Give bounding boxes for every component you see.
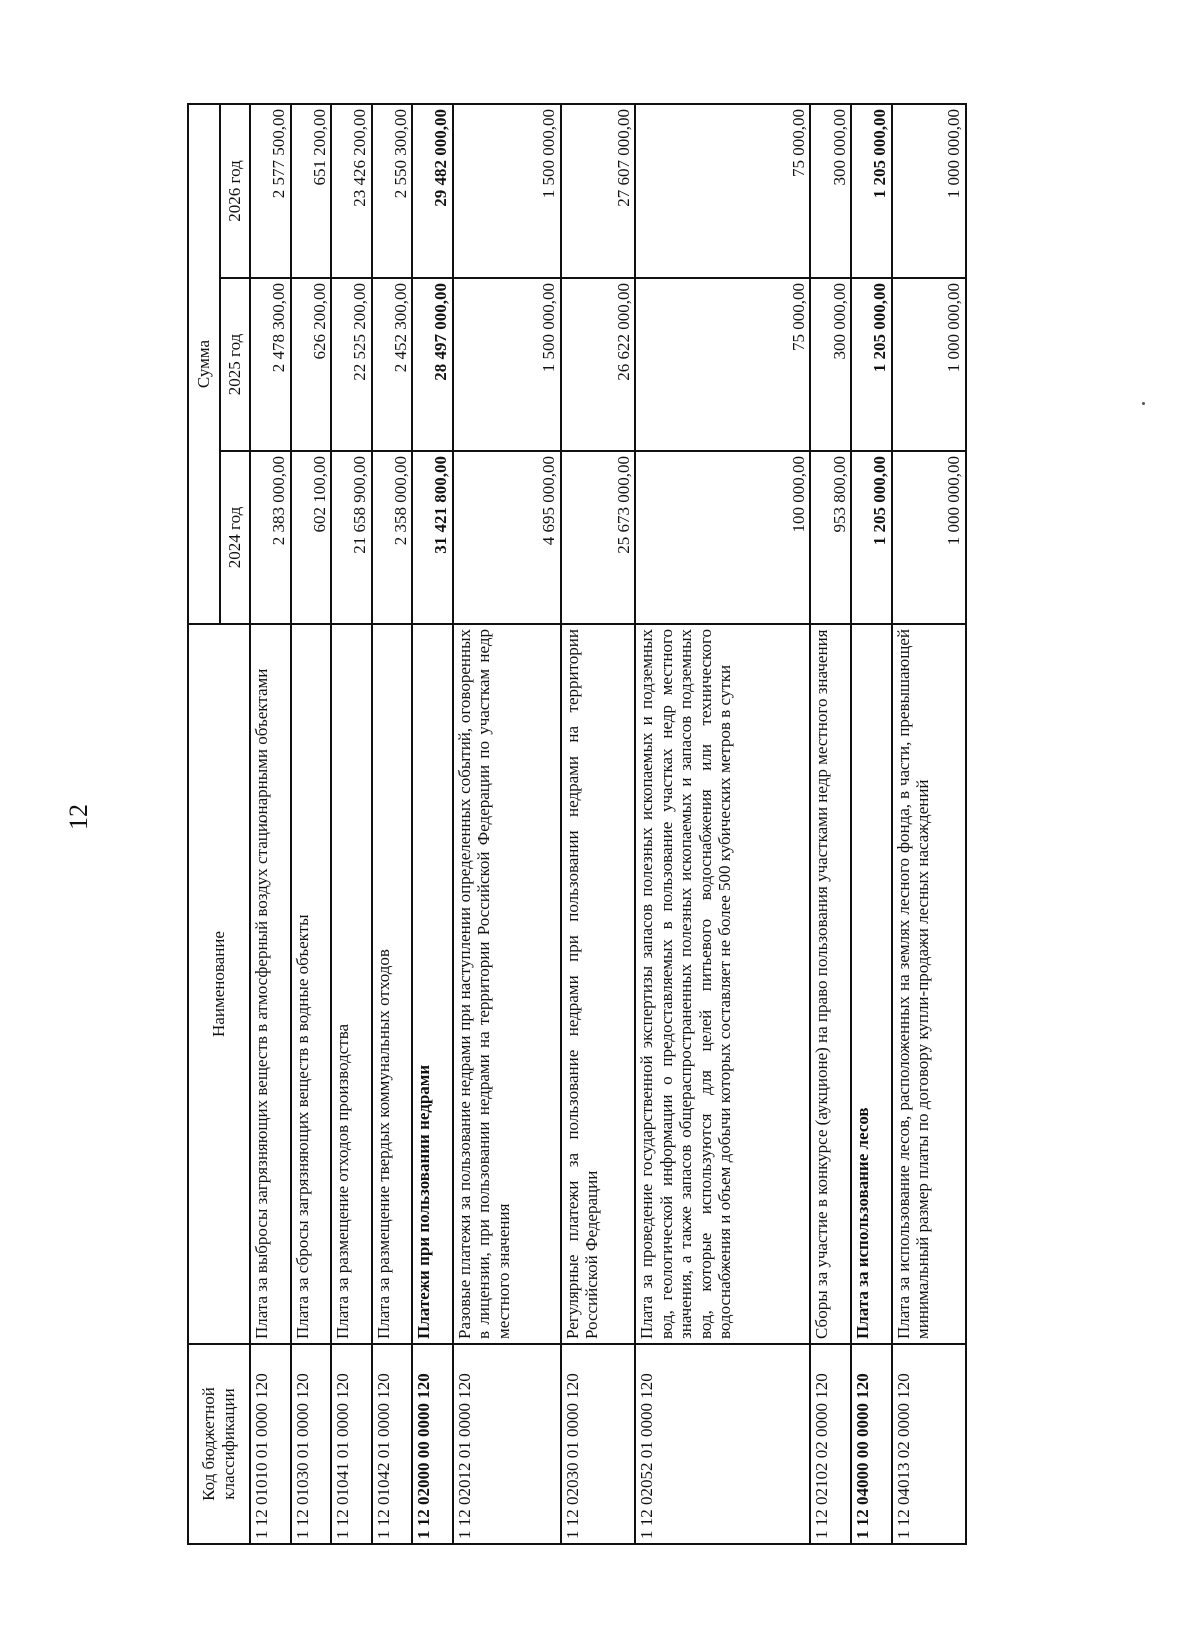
row-name: Платежи при пользовании недрами [412, 624, 453, 1344]
row-value-2026: 29 482 000,00 [412, 104, 453, 278]
budget-revenue-table [187, 103, 967, 1545]
row-value-2026: 1 205 000,00 [851, 104, 892, 278]
row-value-2024: 4 695 000,00 [453, 451, 561, 624]
row-value-2024: 21 658 900,00 [331, 451, 372, 624]
row-code: 1 12 01041 01 0000 120 [331, 1344, 372, 1544]
table-row [561, 104, 635, 1544]
header-year-2024: 2024 год [220, 451, 250, 624]
row-value-2025: 22 525 200,00 [331, 278, 372, 451]
row-code: 1 12 01010 01 0000 120 [250, 1344, 291, 1544]
row-value-2025: 28 497 000,00 [412, 278, 453, 451]
table-row-subtotal [851, 104, 892, 1544]
row-value-2026: 23 426 200,00 [331, 104, 372, 278]
row-code: 1 12 01042 01 0000 120 [372, 1344, 413, 1544]
row-value-2025: 1 000 000,00 [892, 278, 966, 451]
row-value-2024: 2 358 000,00 [372, 451, 413, 624]
row-value-2025: 75 000,00 [635, 278, 810, 451]
row-value-2026: 651 200,00 [291, 104, 332, 278]
row-code: 1 12 02012 01 0000 120 [453, 1344, 561, 1544]
row-value-2024: 2 383 000,00 [250, 451, 291, 624]
row-value-2025: 300 000,00 [810, 278, 851, 451]
row-code: 1 12 04000 00 0000 120 [851, 1344, 892, 1544]
row-name: Регулярные платежи за пользование недрами при пользовании недрами на территории Российской Федерации [561, 624, 635, 1344]
row-value-2026: 75 000,00 [635, 104, 810, 278]
row-value-2025: 626 200,00 [291, 278, 332, 451]
table-row [810, 104, 851, 1544]
row-code: 1 12 02000 00 0000 120 [412, 1344, 453, 1544]
header-year-2026: 2026 год [220, 104, 250, 278]
row-value-2024: 25 673 000,00 [561, 451, 635, 624]
row-value-2026: 300 000,00 [810, 104, 851, 278]
budget-table-container [187, 105, 967, 1545]
row-value-2025: 1 205 000,00 [851, 278, 892, 451]
row-value-2025: 2 452 300,00 [372, 278, 413, 451]
row-value-2025: 26 622 000,00 [561, 278, 635, 451]
row-value-2024: 100 000,00 [635, 451, 810, 624]
row-code: 1 12 01030 01 0000 120 [291, 1344, 332, 1544]
table-row [250, 104, 291, 1544]
row-value-2026: 2 550 300,00 [372, 104, 413, 278]
table-row [892, 104, 966, 1544]
table-row [453, 104, 561, 1544]
row-name: Плата за использование лесов [851, 624, 892, 1344]
row-value-2024: 1 205 000,00 [851, 451, 892, 624]
row-value-2024: 953 800,00 [810, 451, 851, 624]
row-name: Плата за размещение отходов производства [331, 624, 372, 1344]
table-row [635, 104, 810, 1544]
row-name: Плата за размещение твердых коммунальных отходов [372, 624, 413, 1344]
header-name: Наименование [188, 624, 250, 1344]
row-name: Сборы за участие в конкурсе (аукционе) на право пользования участками недр местного значения [810, 624, 851, 1344]
row-value-2025: 2 478 300,00 [250, 278, 291, 451]
page-number: 12 [64, 804, 93, 830]
row-code: 1 12 04013 02 0000 120 [892, 1344, 966, 1544]
row-value-2024: 31 421 800,00 [412, 451, 453, 624]
row-code: 1 12 02102 02 0000 120 [810, 1344, 851, 1544]
row-code: 1 12 02030 01 0000 120 [561, 1344, 635, 1544]
row-name: Плата за сбросы загрязняющих веществ в водные объекты [291, 624, 332, 1344]
row-value-2024: 602 100,00 [291, 451, 332, 624]
row-name: Плата за выбросы загрязняющих веществ в атмосферный воздух стационарными объектами [250, 624, 291, 1344]
header-code: Код бюджетной классификации [188, 1344, 250, 1544]
row-value-2026: 1 000 000,00 [892, 104, 966, 278]
row-value-2024: 1 000 000,00 [892, 451, 966, 624]
header-year-2025: 2025 год [220, 278, 250, 451]
row-name: Разовые платежи за пользование недрами при наступлении определенных событий, оговоренных в лицензии, при пользовании недрами на территории Российской Федерации по участкам недр местного значения [453, 624, 561, 1344]
row-name: Плата за проведение государственной экспертизы запасов полезных ископаемых и подземных вод, геологической информации о предоставляемых в пользование участках недр местного значения, а также запасов общераспространенных полезных ископаемых и запасов подземных вод, которые используются для целей питьевого водоснабжения или технического водоснабжения и объем добычи которых составляет не более 500 кубических метров в сутки [635, 624, 810, 1344]
row-value-2026: 1 500 000,00 [453, 104, 561, 278]
row-code: 1 12 02052 01 0000 120 [635, 1344, 810, 1544]
row-value-2025: 1 500 000,00 [453, 278, 561, 451]
row-value-2026: 2 577 500,00 [250, 104, 291, 278]
row-name: Плата за использование лесов, расположенных на землях лесного фонда, в части, превышающей минимальный размер платы по договору купли-продажи лесных насаждений [892, 624, 966, 1344]
table-row [372, 104, 413, 1544]
row-value-2026: 27 607 000,00 [561, 104, 635, 278]
table-row [291, 104, 332, 1544]
table-row [331, 104, 372, 1544]
scan-speck [1142, 402, 1145, 405]
table-row-subtotal [412, 104, 453, 1544]
header-sum: Сумма [188, 104, 220, 624]
